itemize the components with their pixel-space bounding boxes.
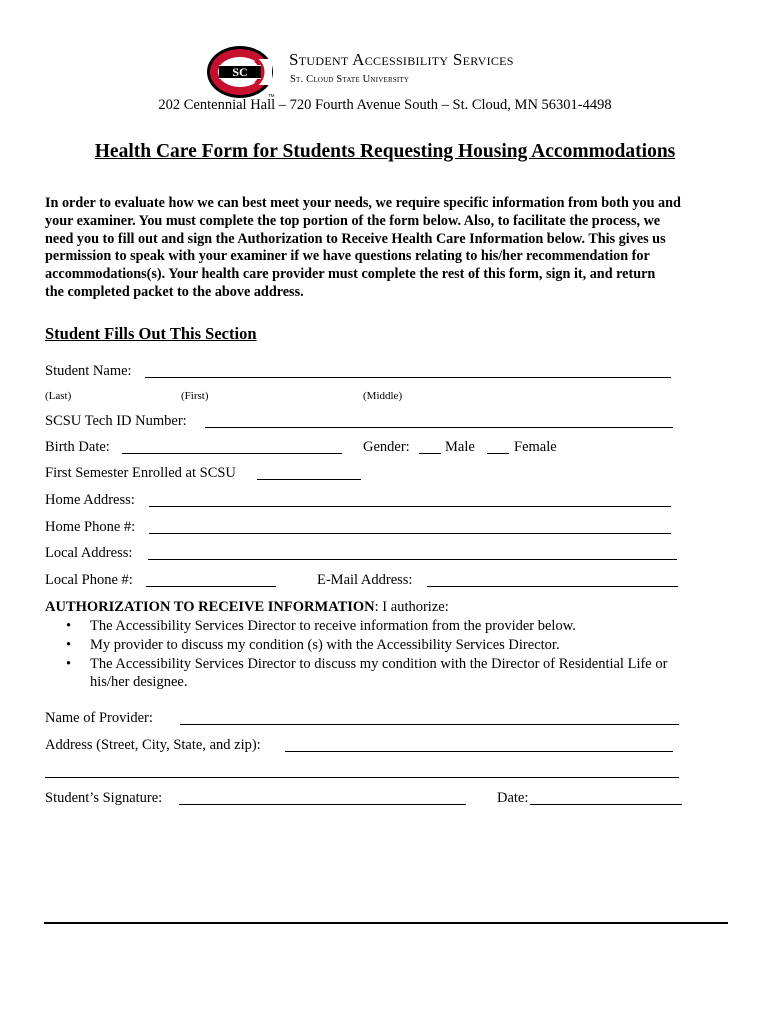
local-phone-field[interactable] bbox=[146, 586, 276, 587]
intro-line: In order to evaluate how we can best meet your needs, we require specific information from both you and bbox=[45, 195, 681, 211]
student-name-label: Student Name: bbox=[45, 363, 132, 379]
authorization-heading bbox=[45, 599, 449, 616]
office-address: 202 Centennial Hall – 720 Fourth Avenue South – St. Cloud, MN 56301-4498 bbox=[158, 97, 612, 113]
student-name-field[interactable] bbox=[145, 377, 671, 378]
home-phone-field[interactable] bbox=[149, 533, 671, 534]
bullet-icon: • bbox=[66, 636, 72, 653]
gender-label: Gender: bbox=[363, 439, 410, 455]
bullet-icon: • bbox=[66, 655, 72, 672]
birth-date-label: Birth Date: bbox=[45, 439, 110, 455]
date-field[interactable] bbox=[530, 804, 682, 805]
authorization-list bbox=[66, 617, 706, 692]
provider-address-field[interactable] bbox=[285, 751, 673, 752]
intro-line: need you to fill out and sign the Authorization to Receive Health Care Information below. This gives us bbox=[45, 230, 666, 247]
local-phone-label: Local Phone #: bbox=[45, 572, 133, 588]
email-field[interactable] bbox=[427, 586, 678, 587]
bullet-icon: • bbox=[66, 618, 72, 634]
university-name: St. Cloud State University bbox=[290, 74, 410, 85]
gender-male-blank[interactable] bbox=[419, 453, 441, 454]
gender-female-label: Female bbox=[514, 439, 557, 455]
provider-name-field[interactable] bbox=[180, 724, 679, 725]
intro-line: the completed packet to the above address. bbox=[45, 283, 304, 300]
scsu-logo bbox=[206, 45, 278, 99]
provider-address-field-line2[interactable] bbox=[45, 777, 679, 778]
name-last-caption: (Last) bbox=[45, 390, 72, 402]
list-item: • The Accessibility Services Director to receive information from the provider below. bbox=[66, 618, 576, 634]
authorization-heading-text: AUTHORIZATION TO RECEIVE INFORMATION bbox=[45, 599, 375, 615]
local-address-label: Local Address: bbox=[45, 545, 133, 561]
home-address-field[interactable] bbox=[149, 506, 671, 507]
gender-female-blank[interactable] bbox=[487, 453, 509, 454]
signature-field[interactable] bbox=[179, 804, 466, 805]
tech-id-label: SCSU Tech ID Number: bbox=[45, 413, 187, 429]
first-semester-field[interactable] bbox=[257, 479, 361, 480]
date-label: Date: bbox=[497, 790, 529, 806]
svg-text:TM: TM bbox=[268, 93, 275, 98]
local-address-field[interactable] bbox=[148, 559, 677, 560]
first-semester-label: First Semester Enrolled at SCSU bbox=[45, 465, 236, 481]
intro-line: accommodations(s). Your health care provider must complete the rest of this form, sign it, and return bbox=[45, 266, 656, 283]
list-item: • My provider to discuss my condition (s) with the Accessibility Services Director. bbox=[66, 636, 560, 653]
list-item-continuation: his/her designee. bbox=[90, 674, 188, 691]
logo-lettering: SC bbox=[232, 65, 248, 79]
email-label: E-Mail Address: bbox=[317, 572, 413, 588]
home-address-label: Home Address: bbox=[45, 492, 135, 508]
name-first-caption: (First) bbox=[181, 390, 209, 402]
name-middle-caption: (Middle) bbox=[363, 390, 403, 402]
intro-line: your examiner. You must complete the top portion of the form below. Also, to facilitate the process, we bbox=[45, 212, 661, 229]
gender-male-label: Male bbox=[445, 439, 475, 455]
tech-id-field[interactable] bbox=[205, 427, 673, 428]
org-name: Student Accessibility Services bbox=[289, 50, 514, 69]
intro-paragraph bbox=[45, 195, 735, 302]
birth-date-field[interactable] bbox=[122, 453, 342, 454]
intro-line: permission to speak with your examiner if we have questions relating to his/her recommendation for bbox=[45, 248, 650, 265]
page-divider bbox=[44, 922, 728, 924]
home-phone-label: Home Phone #: bbox=[45, 519, 136, 535]
section-title: Student Fills Out This Section bbox=[45, 324, 257, 343]
form-title: Health Care Form for Students Requesting Housing Accommodations bbox=[94, 141, 676, 162]
list-item: • The Accessibility Services Director to discuss my condition with the Director of Residential Life or bbox=[66, 655, 668, 672]
authorization-heading-suffix: : I authorize: bbox=[374, 599, 449, 615]
signature-label: Student’s Signature: bbox=[45, 790, 163, 806]
provider-address-label: Address (Street, City, State, and zip): bbox=[45, 737, 261, 753]
provider-name-label: Name of Provider: bbox=[45, 710, 153, 726]
